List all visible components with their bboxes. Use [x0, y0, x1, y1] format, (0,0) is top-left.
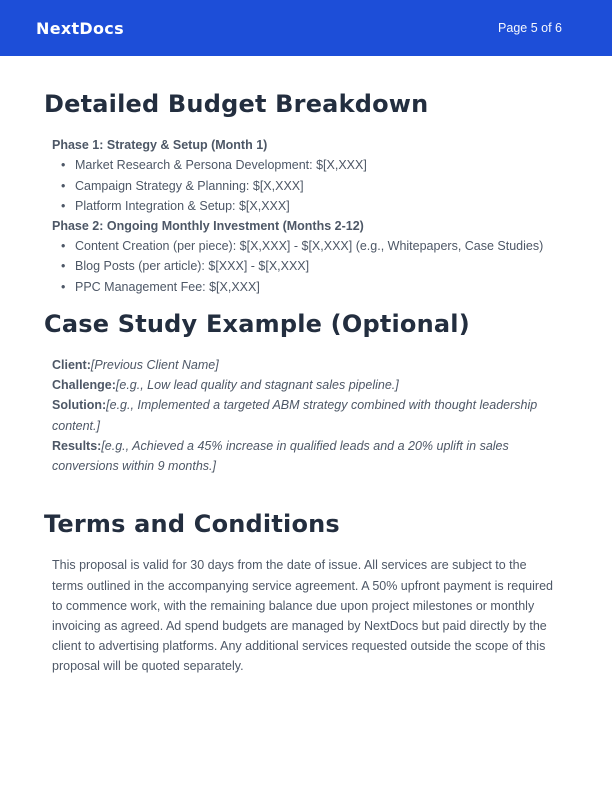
case-study-section-title: Case Study Example (Optional)	[44, 309, 470, 338]
case-study-row-results	[52, 436, 558, 476]
terms-section-title: Terms and Conditions	[44, 510, 340, 539]
budget-item-text: PPC Management Fee: $[X,XXX]	[75, 279, 260, 294]
budget-section-body	[52, 135, 558, 297]
case-study-label: Results:	[52, 438, 102, 453]
case-study-section-body	[52, 355, 558, 476]
budget-item-text: Campaign Strategy & Planning: $[X,XXX]	[75, 178, 304, 193]
phase-1-item-list	[52, 155, 558, 216]
budget-section-title: Detailed Budget Breakdown	[44, 90, 429, 118]
case-study-row-client	[52, 355, 558, 375]
phase-2-label: Phase 2: Ongoing Monthly Investment (Months 2-12)	[52, 219, 364, 233]
bullet-dot-icon: •	[61, 259, 66, 274]
budget-item-text: Market Research & Persona Development: $[X,XXX]	[75, 158, 367, 173]
page-number-indicator: Page 5 of 6	[498, 21, 562, 35]
budget-line-item	[52, 196, 558, 216]
budget-line-item	[52, 277, 558, 297]
case-study-value: [e.g., Implemented a targeted ABM strategy combined with thought leadership content.]	[52, 398, 538, 433]
terms-paragraph: This proposal is valid for 30 days from the date of issue. All services are subject to the terms outlined in the accompanying service agreement. A 50% upfront payment is required to commence work, with the remaining balance due upon project milestones or monthly invoicing as agreed. Ad spend budgets are managed by NextDocs but paid directly by the client to advertising platforms. Any additional services requested outside the scope of this proposal will be quoted separately.	[52, 558, 553, 674]
phase-2-item-list	[52, 236, 558, 297]
budget-item-text: Content Creation (per piece): $[X,XXX] - $[X,XXX] (e.g., Whitepapers, Case Studies)	[75, 239, 544, 254]
case-study-value: [e.g., Achieved a 45% increase in qualified leads and a 20% uplift in sales conversions within 9 months.]	[52, 438, 509, 474]
bullet-dot-icon: •	[61, 178, 66, 193]
bullet-dot-icon: •	[61, 239, 66, 254]
budget-line-item	[52, 256, 558, 276]
budget-item-text: Blog Posts (per article): $[XXX] - $[X,XXX]	[75, 259, 310, 274]
terms-section-body	[52, 555, 558, 676]
budget-line-item	[52, 176, 558, 196]
bullet-dot-icon: •	[61, 158, 66, 173]
case-study-value: [e.g., Low lead quality and stagnant sales pipeline.]	[115, 378, 399, 393]
budget-item-text: Platform Integration & Setup: $[X,XXX]	[75, 198, 290, 213]
case-study-value: [Previous Client Name]	[90, 358, 219, 372]
phase-1-label: Phase 1: Strategy & Setup (Month 1)	[52, 138, 268, 153]
budget-line-item	[52, 155, 558, 175]
bullet-dot-icon: •	[61, 198, 66, 213]
budget-line-item	[52, 236, 558, 256]
case-study-label: Solution:	[52, 398, 107, 413]
brand-logo-text: NextDocs	[36, 18, 124, 38]
page-content	[0, 56, 612, 677]
case-study-label: Challenge:	[52, 378, 116, 393]
case-study-label: Client:	[52, 358, 91, 372]
case-study-row-solution	[52, 395, 558, 435]
case-study-row-challenge	[52, 375, 558, 395]
bullet-dot-icon: •	[61, 279, 66, 294]
page-header-bar	[0, 0, 612, 56]
